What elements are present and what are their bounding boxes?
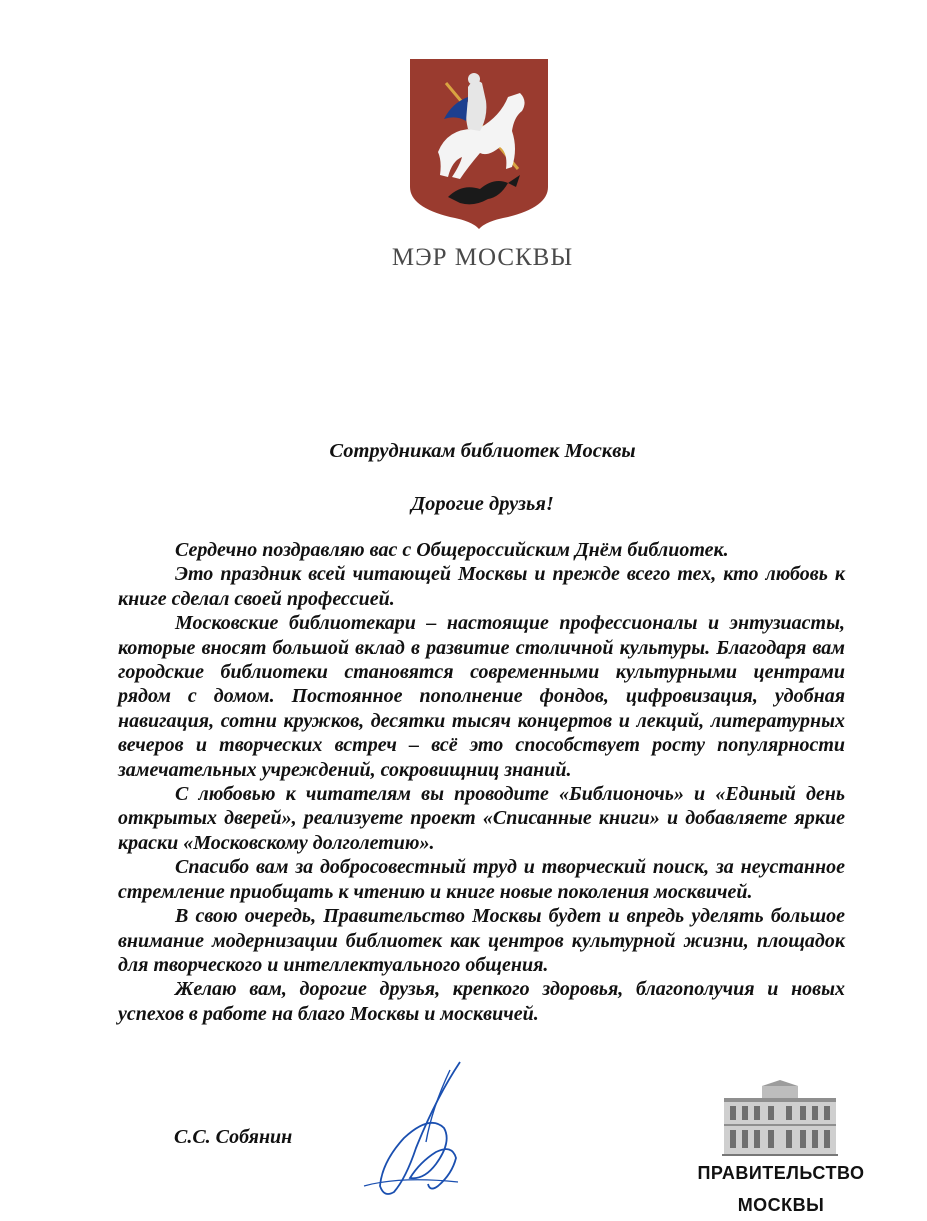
government-label — [696, 1157, 866, 1221]
letter-paragraph: Сердечно поздравляю вас с Общероссийским Днём библиотек. — [175, 539, 729, 561]
government-label-line1: ПРАВИТЕЛЬСТВО — [697, 1163, 865, 1183]
mayor-title: МЭР МОСКВЫ — [391, 244, 574, 271]
letter-paragraph: Московские библиотекари – настоящие профессионалы и энтузиасты, которые вносят большой вклад в развитие столичной культуры. Благодаря вам городские библиотеки становятся современными культурными центрами рядом с домом. Постоянное пополнение фондов, цифровизация, удобная навигация, сотни кружков, десятки тысяч концертов и лекций, литературных вечеров и творческих встреч – всё это способствует росту популярности замечательных учреждений, сокровищниц знаний. — [118, 612, 845, 781]
government-label-line2: МОСКВЫ — [737, 1195, 825, 1215]
letter-addressee: Сотрудникам библиотек Москвы — [329, 440, 636, 462]
handwritten-signature-icon — [340, 1058, 490, 1200]
government-building-icon — [722, 1080, 838, 1156]
letter-salutation: Дорогие друзья! — [411, 493, 554, 515]
letter-body — [118, 538, 845, 1026]
moscow-coat-of-arms-icon — [408, 57, 550, 229]
letter-paragraph: В свою очередь, Правительство Москвы будет и впредь уделять большое внимание модернизации библиотек как центров культурной жизни, площадок для творческого и интеллектуального общения. — [118, 905, 845, 976]
letter-paragraph: Спасибо вам за добросовестный труд и творческий поиск, за неустанное стремление приобщать к чтению и книге новые поколения москвичей. — [118, 856, 845, 903]
letter-paragraph: С любовью к читателям вы проводите «Библионочь» и «Единый день открытых дверей», реализуете проект «Списанные книги» и добавляете яркие краски «Московскому долголетию». — [118, 783, 845, 854]
signer-name: С.С. Собянин — [174, 1126, 293, 1148]
letter-paragraph: Желаю вам, дорогие друзья, крепкого здоровья, благополучия и новых успехов в работе на благо Москвы и москвичей. — [118, 978, 845, 1025]
letter-paragraph: Это праздник всей читающей Москвы и прежде всего тех, кто любовь к книге сделал своей профессией. — [118, 563, 845, 610]
